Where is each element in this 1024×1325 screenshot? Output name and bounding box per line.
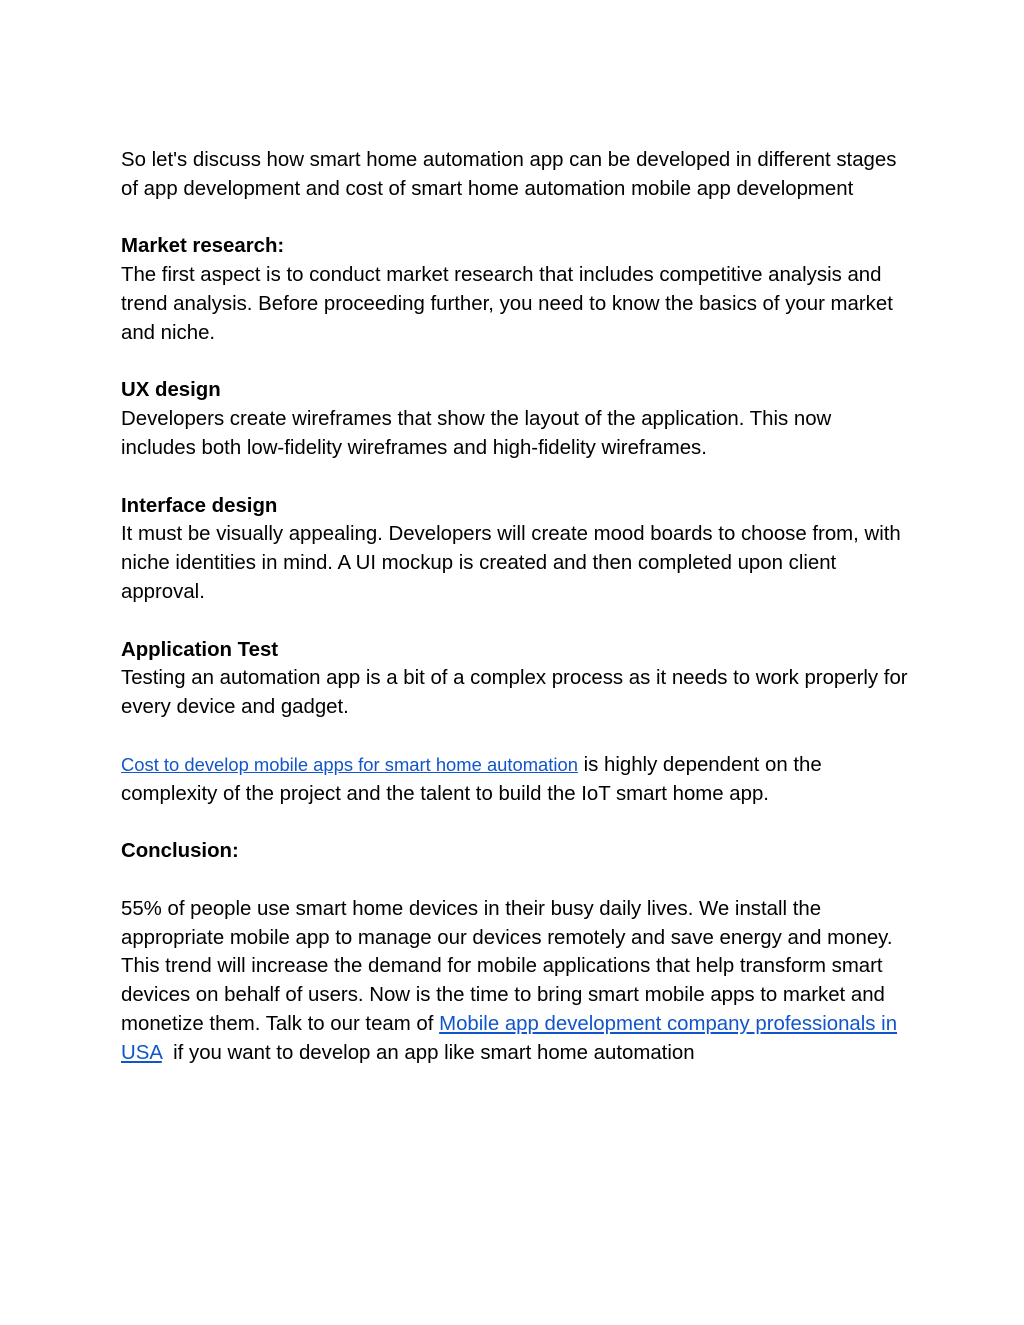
- section-interface-design: [121, 492, 911, 607]
- section-application-test: [121, 636, 911, 722]
- section-body: Testing an automation app is a bit of a complex process as it needs to work properly for every device and gadget.: [121, 667, 908, 719]
- document-page: [121, 146, 911, 1068]
- section-ux-design: [121, 376, 911, 462]
- conclusion-heading: Conclusion:: [121, 840, 239, 863]
- conclusion-text-start: 55% of people use smart home devices in their busy daily lives. We install the appropriate mobile app to manage our devices remotely and save energy and money. This trend will increase the demand for mobile applications that help transform smart devices on behalf of users. Now is the time to bring smart mobile apps to market and monetize them. Talk to our team of: [121, 897, 893, 1035]
- section-heading: Market research:: [121, 235, 285, 258]
- section-body: Developers create wireframes that show the layout of the application. This now includes both low-fidelity wireframes and high-fidelity wireframes.: [121, 408, 832, 459]
- section-body: The first aspect is to conduct market research that includes competitive analysis and trend analysis. Before proceeding further, you need to know the basics of your market and niche.: [121, 264, 893, 344]
- mobile-app-development-link[interactable]: Mobile app development company professionals in USA: [121, 1012, 898, 1064]
- section-heading: Application Test: [121, 638, 279, 661]
- section-heading: Interface design: [121, 494, 278, 517]
- section-market-research: [121, 232, 911, 347]
- section-body: It must be visually appealing. Developers will create mood boards to choose from, with niche identities in mind. A UI mockup is created and then completed upon client approval.: [121, 523, 901, 603]
- cost-link[interactable]: Cost to develop mobile apps for smart home automation: [121, 753, 578, 775]
- section-heading: UX design: [121, 379, 221, 402]
- cost-paragraph: [121, 751, 911, 809]
- conclusion-paragraph: [121, 895, 911, 1068]
- conclusion-heading-block: [121, 837, 911, 866]
- conclusion-text-end: if you want to develop an app like smart home automation: [161, 1041, 695, 1064]
- cost-text: is highly dependent on the complexity of the project and the talent to build the IoT smart home app.: [121, 753, 822, 805]
- intro-paragraph: So let's discuss how smart home automation app can be developed in different stages of app development and cost of smart home automation mobile app development: [121, 149, 897, 200]
